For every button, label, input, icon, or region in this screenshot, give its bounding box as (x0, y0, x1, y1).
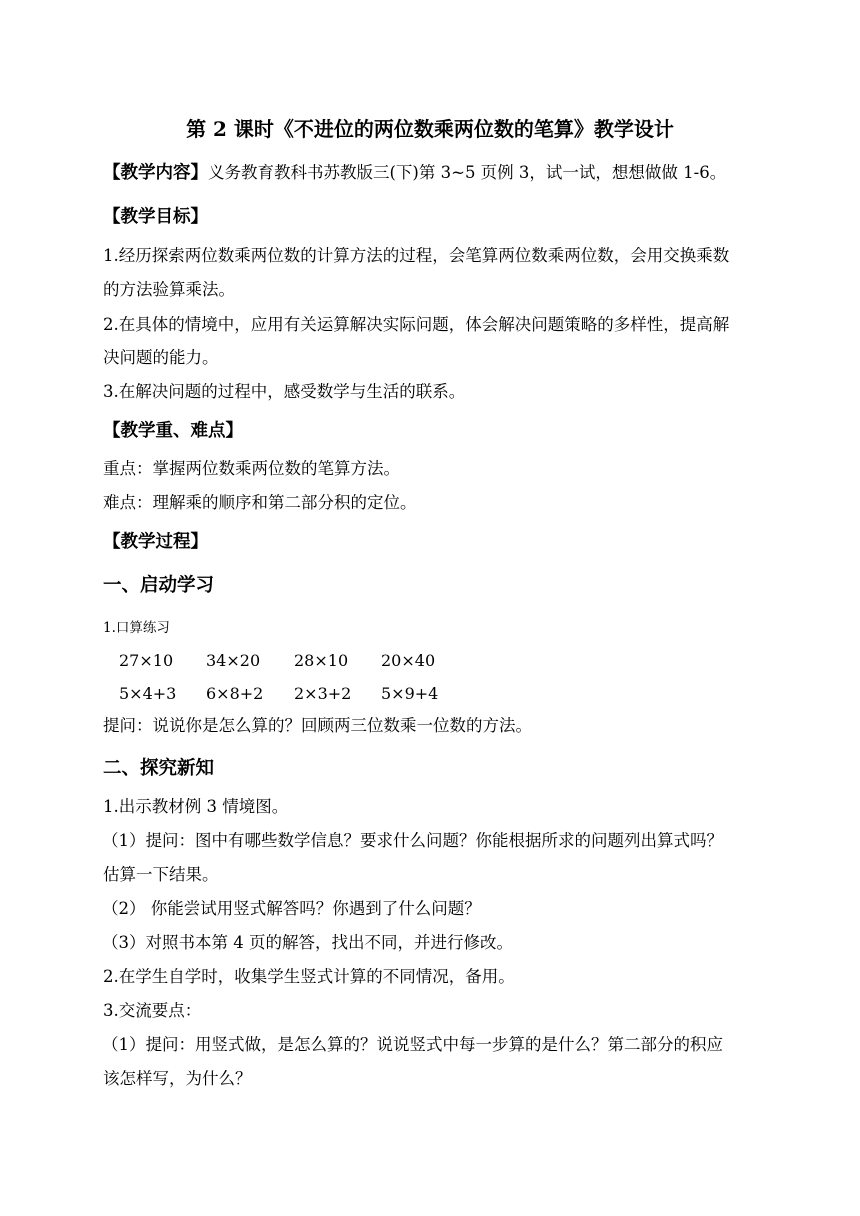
oral-calc-item: 27×10 (119, 651, 174, 670)
oral-calc-item: 6×8+2 (206, 684, 264, 703)
objectives-heading: 【教学目标】 (103, 207, 208, 227)
section-1-title: 一、启动学习 (103, 575, 215, 596)
document-title: 第 2 课时《不进位的两位数乘两位数的笔算》教学设计 (186, 117, 674, 141)
section-2-q1-line-1: （1）提问：图中有哪些数学信息？要求什么问题？你能根据所求的问题列出算式吗？ (102, 831, 723, 850)
section-2-p1-line-1: （1）提问：用竖式做，是怎么算的？说说竖式中每一步算的是什么？第二部分的积应 (102, 1035, 723, 1054)
oral-calc-row-2 (119, 683, 438, 705)
objective-1-line-2: 的方法验算乘法。 (103, 280, 235, 299)
teaching-content-text: 义务教育教科书苏教版三(下)第 3~5 页例 3，试一试，想想做做 1-6。 (208, 163, 727, 182)
teaching-content-label: 【教学内容】 (103, 163, 208, 183)
section-2-q3: （3）对照书本第 4 页的解答，找出不同，并进行修改。 (102, 933, 513, 952)
section-1-subtitle: 1.口算练习 (103, 620, 170, 636)
section-2-title: 二、探究新知 (103, 758, 215, 779)
section-2-item-3: 3.交流要点： (103, 1001, 202, 1020)
objective-1-line-1: 1.经历探索两位数乘两位数的计算方法的过程，会笔算两位数乘两位数，会用交换乘数 (103, 246, 730, 265)
difficulty-point: 难点：理解乘的顺序和第二部分积的定位。 (103, 493, 417, 512)
section-2-item-2: 2.在学生自学时，收集学生竖式计算的不同情况，备用。 (103, 967, 515, 986)
process-heading: 【教学过程】 (103, 532, 208, 552)
objective-2-line-2: 决问题的能力。 (103, 348, 219, 367)
oral-calc-item: 5×4+3 (119, 684, 177, 703)
oral-calc-item: 5×9+4 (381, 684, 439, 703)
key-points-heading: 【教学重、难点】 (103, 421, 243, 441)
oral-calc-item: 2×3+2 (294, 684, 352, 703)
teaching-content-line (103, 162, 726, 184)
oral-calc-row-1 (119, 650, 435, 672)
section-2-q1-line-2: 估算一下结果。 (103, 865, 219, 884)
objective-2-line-1: 2.在具体的情境中，应用有关运算解决实际问题，体会解决问题策略的多样性，提高解 (103, 315, 730, 334)
section-2-p1-line-2: 该怎样写，为什么？ (103, 1069, 252, 1088)
section-2-q2: （2） 你能尝试用竖式解答吗？你遇到了什么问题？ (102, 899, 481, 918)
oral-calc-item: 20×40 (381, 651, 436, 670)
oral-calc-item: 28×10 (294, 651, 349, 670)
oral-calc-item: 34×20 (206, 651, 261, 670)
section-1-question: 提问：说说你是怎么算的？回顾两三位数乘一位数的方法。 (103, 716, 532, 735)
key-point: 重点：掌握两位数乘两位数的笔算方法。 (103, 459, 400, 478)
objective-3: 3.在解决问题的过程中，感受数学与生活的联系。 (103, 382, 466, 401)
section-2-item-1: 1.出示教材例 3 情境图。 (103, 797, 289, 816)
